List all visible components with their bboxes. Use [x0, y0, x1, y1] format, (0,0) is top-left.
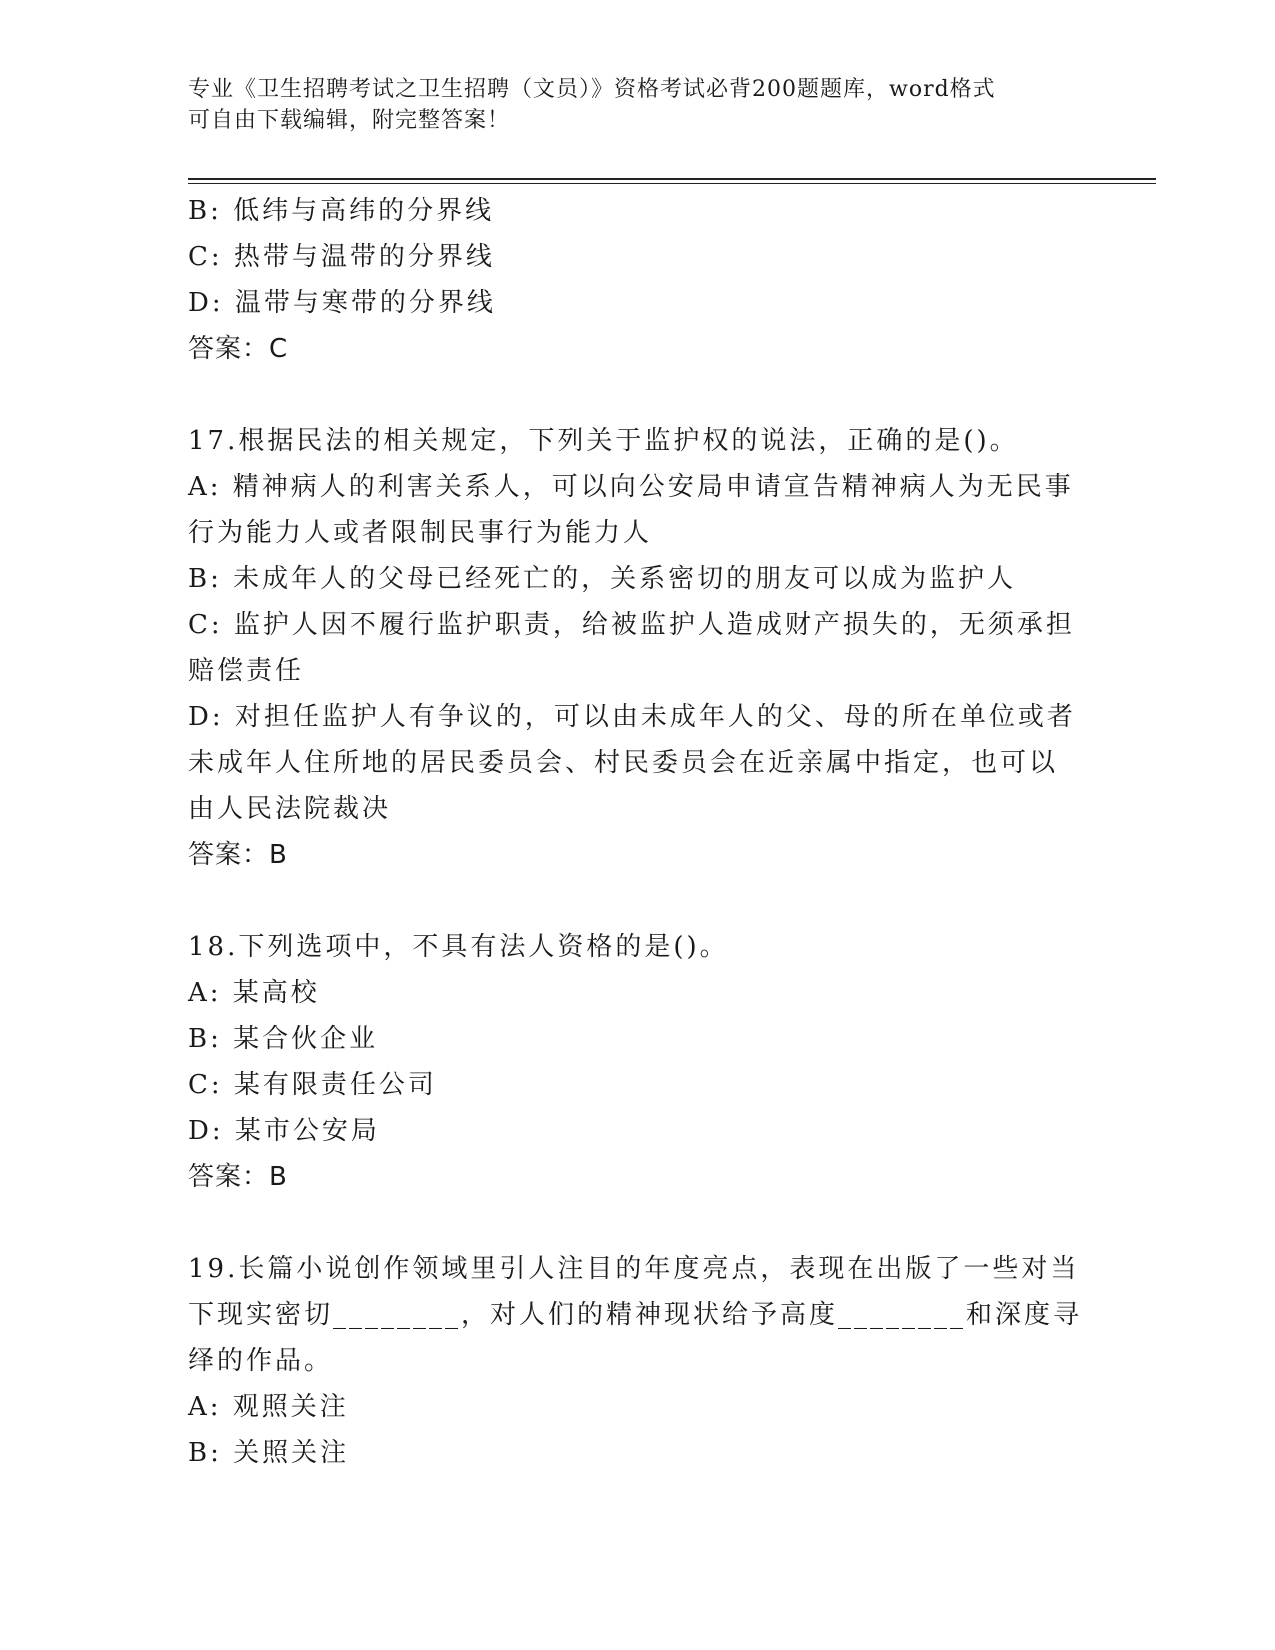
q17-answer: 答案：B — [188, 840, 288, 870]
q17-option-a-line-1: A: 精神病人的利害关系人，可以向公安局申请宣告精神病人为无民事 — [188, 472, 1074, 502]
q16-option-c: C: 热带与温带的分界线 — [188, 242, 495, 272]
spacer — [188, 878, 1088, 924]
q17-option-a-line-2: 行为能力人或者限制民事行为能力人 — [188, 518, 653, 548]
q17-option-b: B: 未成年人的父母已经死亡的，关系密切的朋友可以成为监护人 — [188, 564, 1017, 594]
question-19-block — [188, 1246, 1088, 1476]
question-16-block — [188, 188, 1088, 372]
q19-question-line-2: 下现实密切________，对人们的精神现状给予高度________和深度寻 — [188, 1300, 1083, 1330]
question-17-block — [188, 418, 1088, 878]
question-18-block — [188, 924, 1088, 1200]
q19-option-a: A: 观照关注 — [188, 1392, 349, 1422]
q16-option-d: D: 温带与寒带的分界线 — [188, 288, 496, 318]
header-divider-thin — [188, 183, 1156, 184]
q18-question: 18.下列选项中，不具有法人资格的是()。 — [188, 932, 729, 962]
q19-question-line-1: 19.长篇小说创作领域里引人注目的年度亮点，表现在出版了一些对当 — [188, 1254, 1080, 1284]
q19-option-b: B: 关照关注 — [188, 1438, 350, 1468]
q16-option-b: B: 低纬与高纬的分界线 — [188, 196, 495, 226]
q16-answer: 答案：C — [188, 334, 289, 364]
q17-question: 17.根据民法的相关规定，下列关于监护权的说法，正确的是()。 — [188, 426, 1019, 456]
header-divider-thick — [188, 178, 1156, 180]
q17-option-c-line-1: C: 监护人因不履行监护职责，给被监护人造成财产损失的，无须承担 — [188, 610, 1075, 640]
q18-answer: 答案：B — [188, 1162, 288, 1192]
q17-option-d-line-2: 未成年人住所地的居民委员会、村民委员会在近亲属中指定，也可以 — [188, 748, 1059, 778]
q18-option-a: A: 某高校 — [188, 978, 320, 1008]
q17-option-d-line-3: 由人民法院裁决 — [188, 794, 392, 824]
spacer — [188, 372, 1088, 418]
q18-option-c: C: 某有限责任公司 — [188, 1070, 437, 1100]
q17-option-c-line-2: 赔偿责任 — [188, 656, 305, 686]
header-title-line-1: 专业《卫生招聘考试之卫生招聘（文员）》资格考试必背200题题库，word格式 — [188, 77, 996, 102]
q18-option-d: D: 某市公安局 — [188, 1116, 380, 1146]
q17-option-d-line-1: D: 对担任监护人有争议的，可以由未成年人的父、母的所在单位或者 — [188, 702, 1076, 732]
document-header — [188, 74, 1088, 136]
question-list — [188, 188, 1088, 1476]
q19-question-line-3: 绎的作品。 — [188, 1346, 334, 1376]
q18-option-b: B: 某合伙企业 — [188, 1024, 379, 1054]
header-title-line-2: 可自由下载编辑，附完整答案！ — [188, 108, 511, 133]
spacer — [188, 1200, 1088, 1246]
